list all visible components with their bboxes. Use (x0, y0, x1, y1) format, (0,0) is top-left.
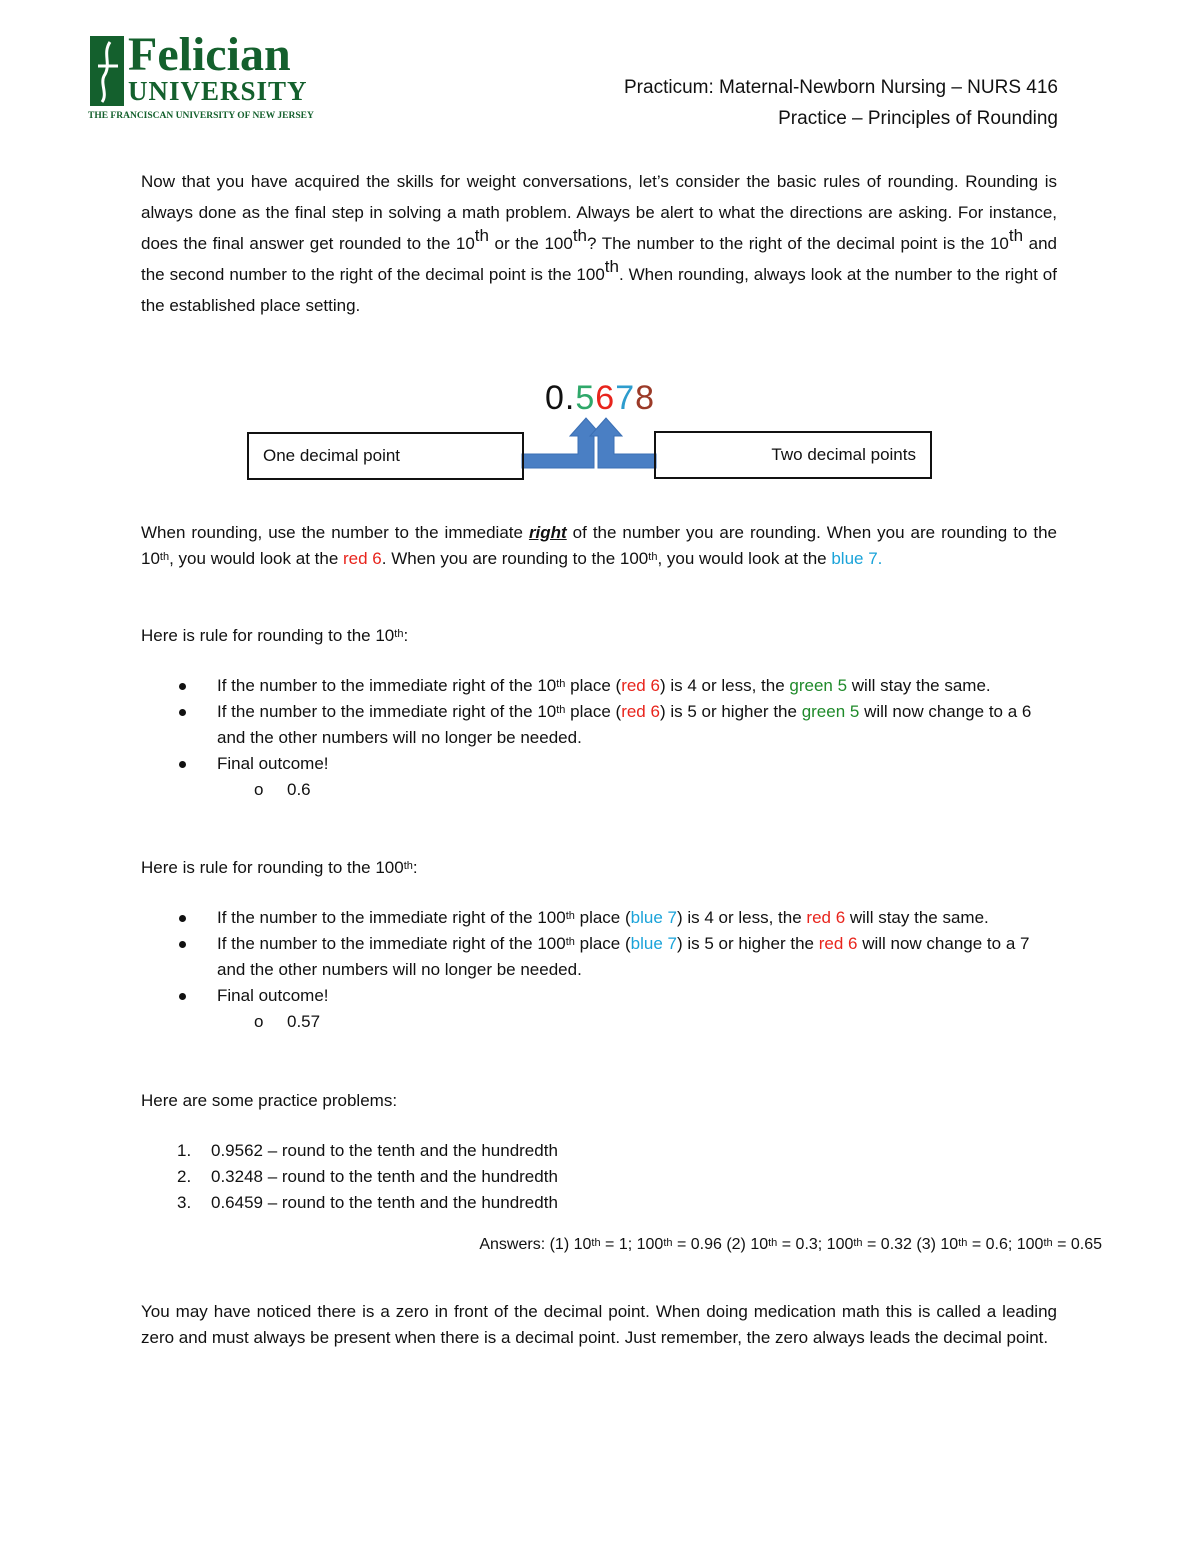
up-arrows-icon (520, 414, 660, 474)
tenth-rule-list (141, 673, 1057, 803)
tenth-b2-text-d: will now change to a 6 and the other numbers will no longer be needed. (217, 702, 1032, 747)
answers-text-4: = 0.32 (3) 10 (862, 1236, 959, 1253)
bullet-icon (179, 761, 186, 768)
digit-zero: 0. (545, 379, 576, 417)
answers-sup-4: th (853, 1237, 863, 1249)
tenth-b2-red6: red 6 (621, 702, 660, 721)
logo-tagline: THE FRANCISCAN UNIVERSITY OF NEW JERSEY (88, 111, 314, 121)
practice-text: 0.3248 – round to the tenth and the hundredth (211, 1167, 558, 1186)
tenth-b1-red6: red 6 (621, 676, 660, 695)
answers-text-2: = 0.96 (2) 10 (672, 1236, 769, 1253)
hundredth-b1-red6: red 6 (806, 908, 846, 927)
bullet-icon (179, 683, 186, 690)
digit-8: 8 (635, 379, 656, 417)
closing-paragraph: You may have noticed there is a zero in front of the decimal point. When doing medication math this is called a leading zero and must always be present when there is a decimal point. Just remember, the zero always leads the decimal point. (141, 1302, 1057, 1347)
hundredth-b2-text-d: will now change to a 7 and the other numbers will no longer be needed. (217, 934, 1030, 979)
list-item (141, 1164, 1057, 1190)
digit-6: 6 (595, 379, 616, 417)
rule-paragraph (141, 520, 1057, 572)
list-item (141, 1138, 1057, 1164)
digit-5: 5 (575, 379, 596, 417)
tenth-b2-text-c: ) is 5 or higher the (659, 702, 802, 721)
intro-text-1: Now that you have acquired the skills for weight conversations, let’s consider the basic rules of rounding. Rounding is always done as the final step in solving a math problem. Always be alert to what the directions are asking. For instance, does the final answer get rounded to the 10 (141, 172, 1057, 253)
hundredth-b1-blue7: blue 7 (630, 908, 677, 927)
list-item (141, 1190, 1057, 1216)
hundredth-b2-blue7: blue 7 (630, 934, 677, 953)
bullet-icon (179, 993, 186, 1000)
intro-text-4: and the second number to the right of the decimal point is the 100 (141, 234, 1057, 284)
rule-blue7: blue 7. (831, 549, 883, 568)
hundredth-b2-text-b: place ( (574, 934, 631, 953)
logo-emblem-icon (88, 34, 128, 110)
practice-text: 0.9562 – round to the tenth and the hundredth (211, 1141, 558, 1160)
tenth-b2-sup: th (556, 704, 566, 716)
practice-num: 1. (177, 1141, 192, 1160)
hundredth-heading-sup: th (403, 860, 413, 872)
hundredth-b2-sup: th (565, 936, 575, 948)
hundredth-b1-sup: th (565, 910, 575, 922)
list-item (141, 777, 1057, 803)
hundredth-heading-colon: : (412, 858, 418, 877)
hundredth-rule-list (141, 905, 1057, 1035)
answers-sup-5: th (958, 1237, 968, 1249)
hundredth-heading-text: Here is rule for rounding to the 100 (141, 858, 404, 877)
tenth-b2-green5: green 5 (801, 702, 860, 721)
answers-text-0: Answers: (1) 10 (479, 1236, 592, 1253)
document-header (624, 72, 1058, 134)
hundredth-b1-text-d: will stay the same. (845, 908, 989, 927)
practice-text: 0.6459 – round to the tenth and the hundredth (211, 1193, 558, 1212)
tenth-heading-text: Here is rule for rounding to the 10 (141, 626, 395, 645)
bullet-icon (179, 941, 186, 948)
hundredth-b1-text-a: If the number to the immediate right of the 100 (217, 908, 566, 927)
answers-text-6: = 0.65 (1052, 1236, 1102, 1253)
hundredth-b1-text-b: place ( (574, 908, 631, 927)
header-title: Practice – Principles of Rounding (778, 108, 1058, 129)
list-item (141, 751, 1057, 777)
tenth-b1-text-a: If the number to the immediate right of the 10 (217, 676, 557, 695)
list-item (141, 905, 1057, 931)
rule-sup-2: th (648, 551, 658, 563)
hundredth-outcome: 0.57 (287, 1012, 321, 1031)
two-decimal-box (654, 431, 932, 479)
tenth-b1-sup: th (556, 678, 566, 690)
hundredth-b1-text-c: ) is 4 or less, the (676, 908, 807, 927)
bullet-icon (179, 915, 186, 922)
rule-text-b: of the number you are rounding. When you are rounding to the 10 (141, 523, 1057, 568)
rule-text-d: . When you are rounding to the 100 (381, 549, 649, 568)
answers-text-1: = 1; 100 (600, 1236, 664, 1253)
answers-text-3: = 0.3; 100 (777, 1236, 854, 1253)
header-course: Practicum: Maternal-Newborn Nursing – NURS 416 (624, 77, 1058, 98)
intro-sup-2: th (572, 226, 587, 245)
list-item (141, 931, 1057, 983)
logo-name: Felician (128, 28, 291, 81)
list-item (141, 983, 1057, 1009)
hundredth-b2-red6: red 6 (818, 934, 858, 953)
practice-heading: Here are some practice problems: (141, 1091, 398, 1110)
tenth-heading (141, 623, 1057, 649)
digit-7: 7 (615, 379, 636, 417)
list-item (141, 1009, 1057, 1035)
answers-line (479, 1232, 1102, 1258)
hundredth-heading (141, 855, 1057, 881)
tenth-b3-text: Final outcome! (217, 754, 329, 773)
practice-list (141, 1138, 1057, 1216)
tenth-b1-text-b: place ( (565, 676, 622, 695)
rule-text-a: When rounding, use the number to the immediate (141, 523, 529, 542)
tenth-b1-text-d: will stay the same. (847, 676, 991, 695)
tenth-b2-text-b: place ( (565, 702, 622, 721)
intro-sup-3: th (1008, 226, 1024, 245)
intro-paragraph (141, 166, 1057, 321)
two-decimal-label: Two decimal points (771, 445, 916, 464)
logo-university: UNIVERSITY (128, 76, 308, 106)
answers-sup-3: th (768, 1237, 778, 1249)
bullet-icon (179, 709, 186, 716)
hundredth-b2-text-a: If the number to the immediate right of the 100 (217, 934, 566, 953)
one-decimal-box (247, 432, 524, 480)
sub-bullet-icon: o (254, 1012, 264, 1031)
practice-num: 3. (177, 1193, 192, 1212)
list-item (141, 699, 1057, 751)
example-number (545, 378, 655, 418)
tenth-heading-sup: th (394, 628, 404, 640)
intro-sup-4: th (604, 257, 619, 276)
answers-sup-1: th (591, 1237, 601, 1249)
rule-red6: red 6 (343, 549, 382, 568)
tenth-b1-text-c: ) is 4 or less, the (659, 676, 790, 695)
tenth-heading-colon: : (403, 626, 409, 645)
rule-emphasis-right: right (528, 523, 567, 542)
rule-text-e: , you would look at the (657, 549, 832, 568)
hundredth-b3-text: Final outcome! (217, 986, 329, 1005)
answers-sup-2: th (663, 1237, 673, 1249)
rule-text-c: , you would look at the (169, 549, 343, 568)
rule-sup-1: th (159, 551, 170, 563)
intro-text-5: . When rounding, always look at the number to the right of the established place setting. (141, 265, 1057, 315)
tenth-b2-text-a: If the number to the immediate right of the 10 (217, 702, 557, 721)
intro-text-2: or the 100 (488, 234, 573, 253)
university-logo (88, 28, 338, 124)
list-item (141, 673, 1057, 699)
intro-text-3: ? The number to the right of the decimal point is the 10 (587, 234, 1009, 253)
hundredth-b2-text-c: ) is 5 or higher the (676, 934, 819, 953)
tenth-outcome: 0.6 (287, 780, 311, 799)
intro-sup-1: th (474, 226, 489, 245)
sub-bullet-icon: o (254, 780, 264, 799)
tenth-b1-green5: green 5 (789, 676, 848, 695)
answers-text-5: = 0.6; 100 (967, 1236, 1044, 1253)
practice-num: 2. (177, 1167, 192, 1186)
answers-sup-6: th (1043, 1237, 1053, 1249)
one-decimal-label: One decimal point (263, 446, 401, 465)
